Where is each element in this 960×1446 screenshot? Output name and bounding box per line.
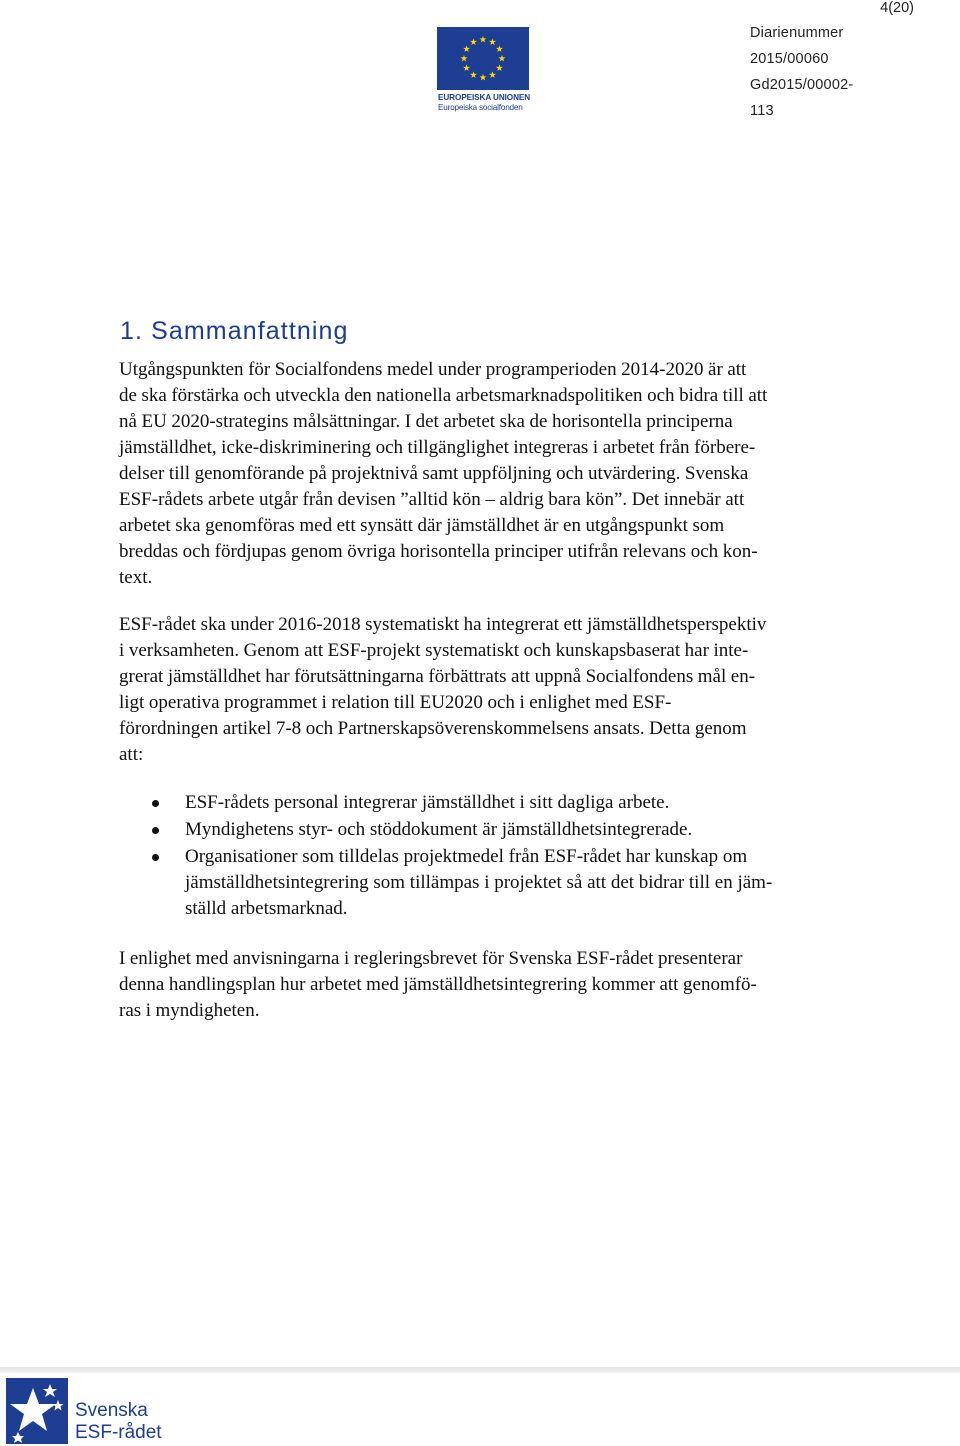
text-line: ESF-rådet ska under 2016-2018 systematiskt ha integrerat ett jämställdhetsperspektiv bbox=[119, 614, 767, 635]
bullet-icon bbox=[152, 800, 159, 807]
esf-logo-line2: ESF-rådet bbox=[75, 1422, 162, 1443]
eu-star-icon bbox=[496, 45, 503, 52]
eu-star-icon bbox=[480, 36, 487, 43]
list-item-text: ställd arbetsmarknad. bbox=[185, 898, 348, 919]
eu-star-icon bbox=[461, 55, 468, 62]
text-line: de ska förstärka och utveckla den nationella arbetsmarknadspolitiken och bidra till att bbox=[119, 385, 768, 406]
text-line: Utgångspunkten för Socialfondens medel under programperioden 2014-2020 är att bbox=[119, 359, 747, 380]
eu-star-icon bbox=[470, 71, 477, 78]
meta-line: 113 bbox=[750, 103, 774, 119]
text-line: att: bbox=[119, 744, 144, 765]
text-line: text. bbox=[119, 567, 153, 588]
eu-star-icon bbox=[499, 55, 506, 62]
text-line: grerat jämställdhet har förutsättningarna förbättrats att uppnå Socialfondens mål en- bbox=[119, 666, 756, 687]
eu-star-icon bbox=[480, 74, 487, 81]
text-line: ras i myndigheten. bbox=[119, 1000, 260, 1021]
text-line: breddas och fördjupas genom övriga horisontella principer utifrån relevans och kon- bbox=[119, 541, 758, 562]
paragraph-goals bbox=[119, 612, 871, 768]
meta-line: Gd2015/00002- bbox=[750, 77, 854, 93]
eu-star-icon bbox=[463, 64, 470, 71]
text-line: I enlighet med anvisningarna i regleringsbrevet för Svenska ESF-rådet presenterar bbox=[119, 948, 743, 969]
list-item bbox=[152, 817, 772, 843]
eu-star-icon bbox=[489, 38, 496, 45]
paragraph-conclusion bbox=[119, 946, 871, 1024]
text-line: i verksamheten. Genom att ESF-projekt systematiskt och kunskapsbaserat har inte- bbox=[119, 640, 749, 661]
page-number: 4(20) bbox=[880, 0, 914, 16]
text-line: nå EU 2020-strategins målsättningar. I det arbetet ska de horisontella principerna bbox=[119, 411, 733, 432]
meta-line: 2015/00060 bbox=[750, 51, 829, 67]
section-heading: 1. Sammanfattning bbox=[120, 317, 349, 345]
bullet-icon bbox=[152, 827, 159, 834]
text-line: denna handlingsplan hur arbetet med jämställdhetsintegrering kommer att genomfö- bbox=[119, 974, 757, 995]
list-item bbox=[152, 790, 772, 816]
text-line: förordningen artikel 7-8 och Partnerskapsöverenskommelsens ansats. Detta genom bbox=[119, 718, 747, 739]
eu-star-icon bbox=[489, 71, 496, 78]
text-line: delser till genomförande på projektnivå samt uppföljning och utvärdering. Svenska bbox=[119, 463, 749, 484]
bullet-list bbox=[152, 790, 772, 923]
list-item-text: ESF-rådets personal integrerar jämställdhet i sitt dagliga arbete. bbox=[185, 792, 670, 813]
eu-flag-icon bbox=[437, 27, 529, 90]
eu-star-icon bbox=[496, 64, 503, 71]
esf-logo bbox=[6, 1378, 186, 1446]
eu-star-icon bbox=[463, 45, 470, 52]
list-item-text: jämställdhetsintegrering som tillämpas i projektet så att det bidrar till en jäm- bbox=[185, 872, 773, 893]
eu-logo-line2: Europeiska socialfonden bbox=[438, 103, 523, 112]
document-meta bbox=[750, 20, 853, 124]
text-line: ligt operativa programmet i relation till EU2020 och i enlighet med ESF- bbox=[119, 692, 672, 713]
text-line: arbetet ska genomföras med ett synsätt där jämställdhet är en utgångspunkt som bbox=[119, 515, 725, 536]
footer-divider bbox=[0, 1367, 960, 1373]
text-line: ESF-rådets arbete utgår från devisen ”alltid kön – aldrig bara kön”. Det innebär att bbox=[119, 489, 745, 510]
esf-logo-line1: Svenska bbox=[75, 1400, 148, 1421]
esf-star-icon bbox=[6, 1378, 68, 1444]
eu-star-icon bbox=[470, 38, 477, 45]
bullet-icon bbox=[152, 854, 159, 861]
text-line: jämställdhet, icke-diskriminering och tillgänglighet integreras i arbetet från förbere- bbox=[119, 437, 756, 458]
list-item bbox=[152, 844, 772, 922]
meta-label: Diarienummer bbox=[750, 25, 844, 41]
list-item-text: Myndighetens styr- och stöddokument är jämställdhetsintegrerade. bbox=[185, 819, 693, 840]
paragraph-summary bbox=[119, 357, 871, 591]
eu-logo bbox=[437, 27, 531, 111]
list-item-text: Organisationer som tilldelas projektmedel från ESF-rådet har kunskap om bbox=[185, 846, 748, 867]
eu-logo-line1: EUROPEISKA UNIONEN bbox=[438, 93, 531, 102]
